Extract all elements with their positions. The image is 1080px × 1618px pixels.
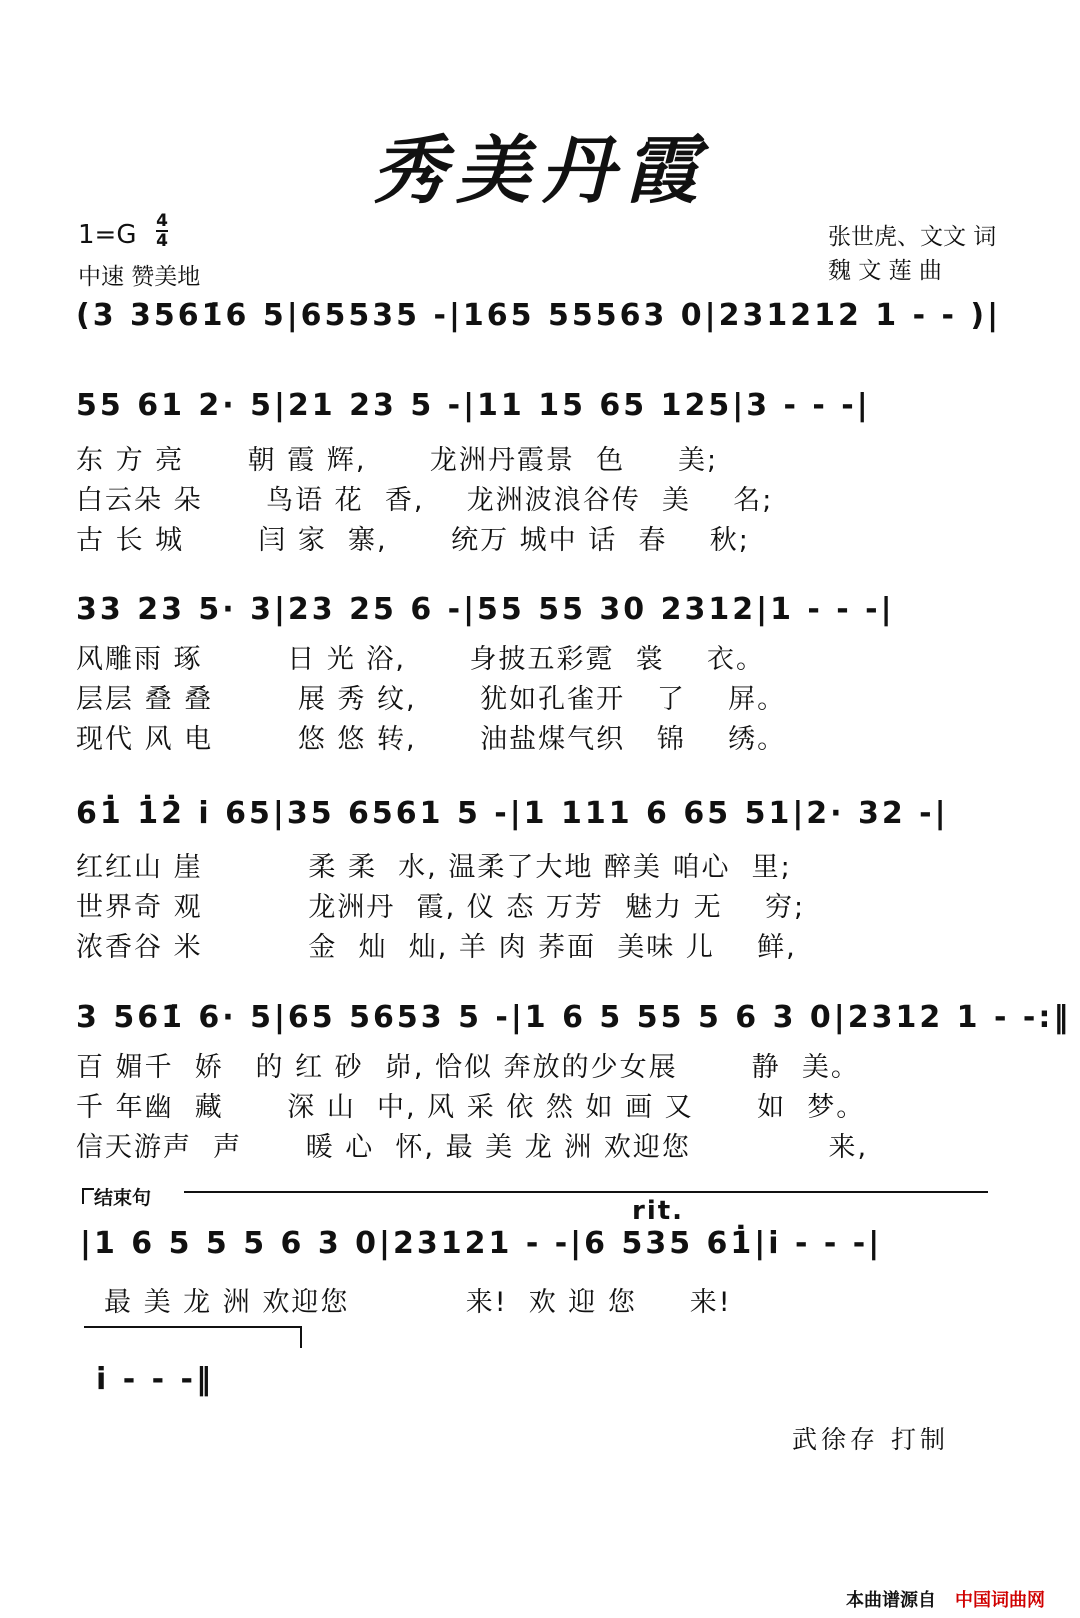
key-signature: 1=G	[78, 220, 137, 250]
lyric-row-2-verse-2: 层层 叠 叠 展 秀 纹, 犹如孔雀开 了 屏。	[76, 684, 787, 715]
lyric-row-4-verse-3: 信天游声 声 暖 心 怀, 最 美 龙 洲 欢迎您 来,	[76, 1132, 869, 1163]
ending-bracket-corner	[82, 1188, 94, 1204]
final-bracket	[84, 1326, 302, 1348]
lyric-row-2-verse-1: 风雕雨 琢 日 光 浴, 身披五彩霓 裳 衣。	[76, 644, 765, 675]
ending-label: 结束句	[94, 1187, 152, 1209]
notes-row-2: 33 23 5· 3|23 25 6 -|55 55 30 2312|1 - - -|	[76, 592, 895, 627]
ritardando-mark: rit.	[632, 1196, 685, 1226]
time-sig-top: 4	[156, 211, 168, 231]
lyric-row-4-verse-2: 千 年幽 藏 深 山 中, 风 采 依 然 如 画 又 如 梦。	[76, 1092, 866, 1123]
lyric-row-ending: 最 美 龙 洲 欢迎您 来! 欢 迎 您 来!	[104, 1287, 732, 1318]
notes-row-ending: |1 6 5 5 5 6 3 0|23121 - -|6 535 61̇|i - - -|	[80, 1226, 883, 1261]
lyric-row-1-verse-2: 白云朵 朵 鸟语 花 香, 龙洲波浪谷传 美 名;	[76, 485, 774, 516]
notes-row-3: 61̇ 1̇2̇ i 65|35 6561 5 -|1 111 6 65 51|2· 32 -|	[76, 796, 949, 831]
notes-row-intro: (3 3561̇6 5|65535 -|165 55563 0|231212 1 - - )|	[76, 298, 1002, 333]
time-signature	[156, 212, 168, 250]
lyric-row-3-verse-2: 世界奇 观 龙洲丹 霞, 仪 态 万芳 魅力 无 穷;	[76, 892, 806, 923]
notes-row-final: i - - -‖	[96, 1362, 214, 1397]
source-site-link[interactable]: 中国词曲网	[955, 1590, 1045, 1611]
lyric-row-3-verse-1: 红红山 崖 柔 柔 水, 温柔了大地 醉美 咱心 里;	[76, 852, 792, 883]
arranger-signature: 武徐存 打制	[792, 1425, 949, 1454]
lyric-row-1-verse-3: 古 长 城 闫 家 寨, 统万 城中 话 春 秋;	[76, 525, 750, 556]
lyric-row-3-verse-3: 浓香谷 米 金 灿 灿, 羊 肉 荞面 美味 儿 鲜,	[76, 932, 797, 963]
ending-bracket-line	[184, 1191, 988, 1193]
song-title: 秀美丹霞	[372, 128, 708, 214]
notes-row-1: 55 61 2· 5|21 23 5 -|11 15 65 125|3 - - -|	[76, 388, 871, 423]
tempo-marking: 中速 赞美地	[78, 264, 201, 290]
lyric-row-4-verse-1: 百 媚千 娇 的 红 砂 峁, 恰似 奔放的少女展 静 美。	[76, 1052, 860, 1083]
source-label: 本曲谱源自	[846, 1590, 936, 1611]
composer-credit: 魏 文 莲 曲	[828, 258, 942, 284]
lyric-row-1-verse-1: 东 方 亮 朝 霞 辉, 龙洲丹霞景 色 美;	[76, 445, 719, 476]
notes-row-4: 3 561̇ 6· 5|65 5653 5 -|1 6 5 55 5 6 3 0|2312 1 - -:‖	[76, 1000, 1072, 1035]
time-sig-bottom: 4	[156, 231, 168, 251]
lyricist-credit: 张世虎、文文 词	[828, 224, 997, 250]
lyric-row-2-verse-3: 现代 风 电 悠 悠 转, 油盐煤气织 锦 绣。	[76, 724, 787, 755]
